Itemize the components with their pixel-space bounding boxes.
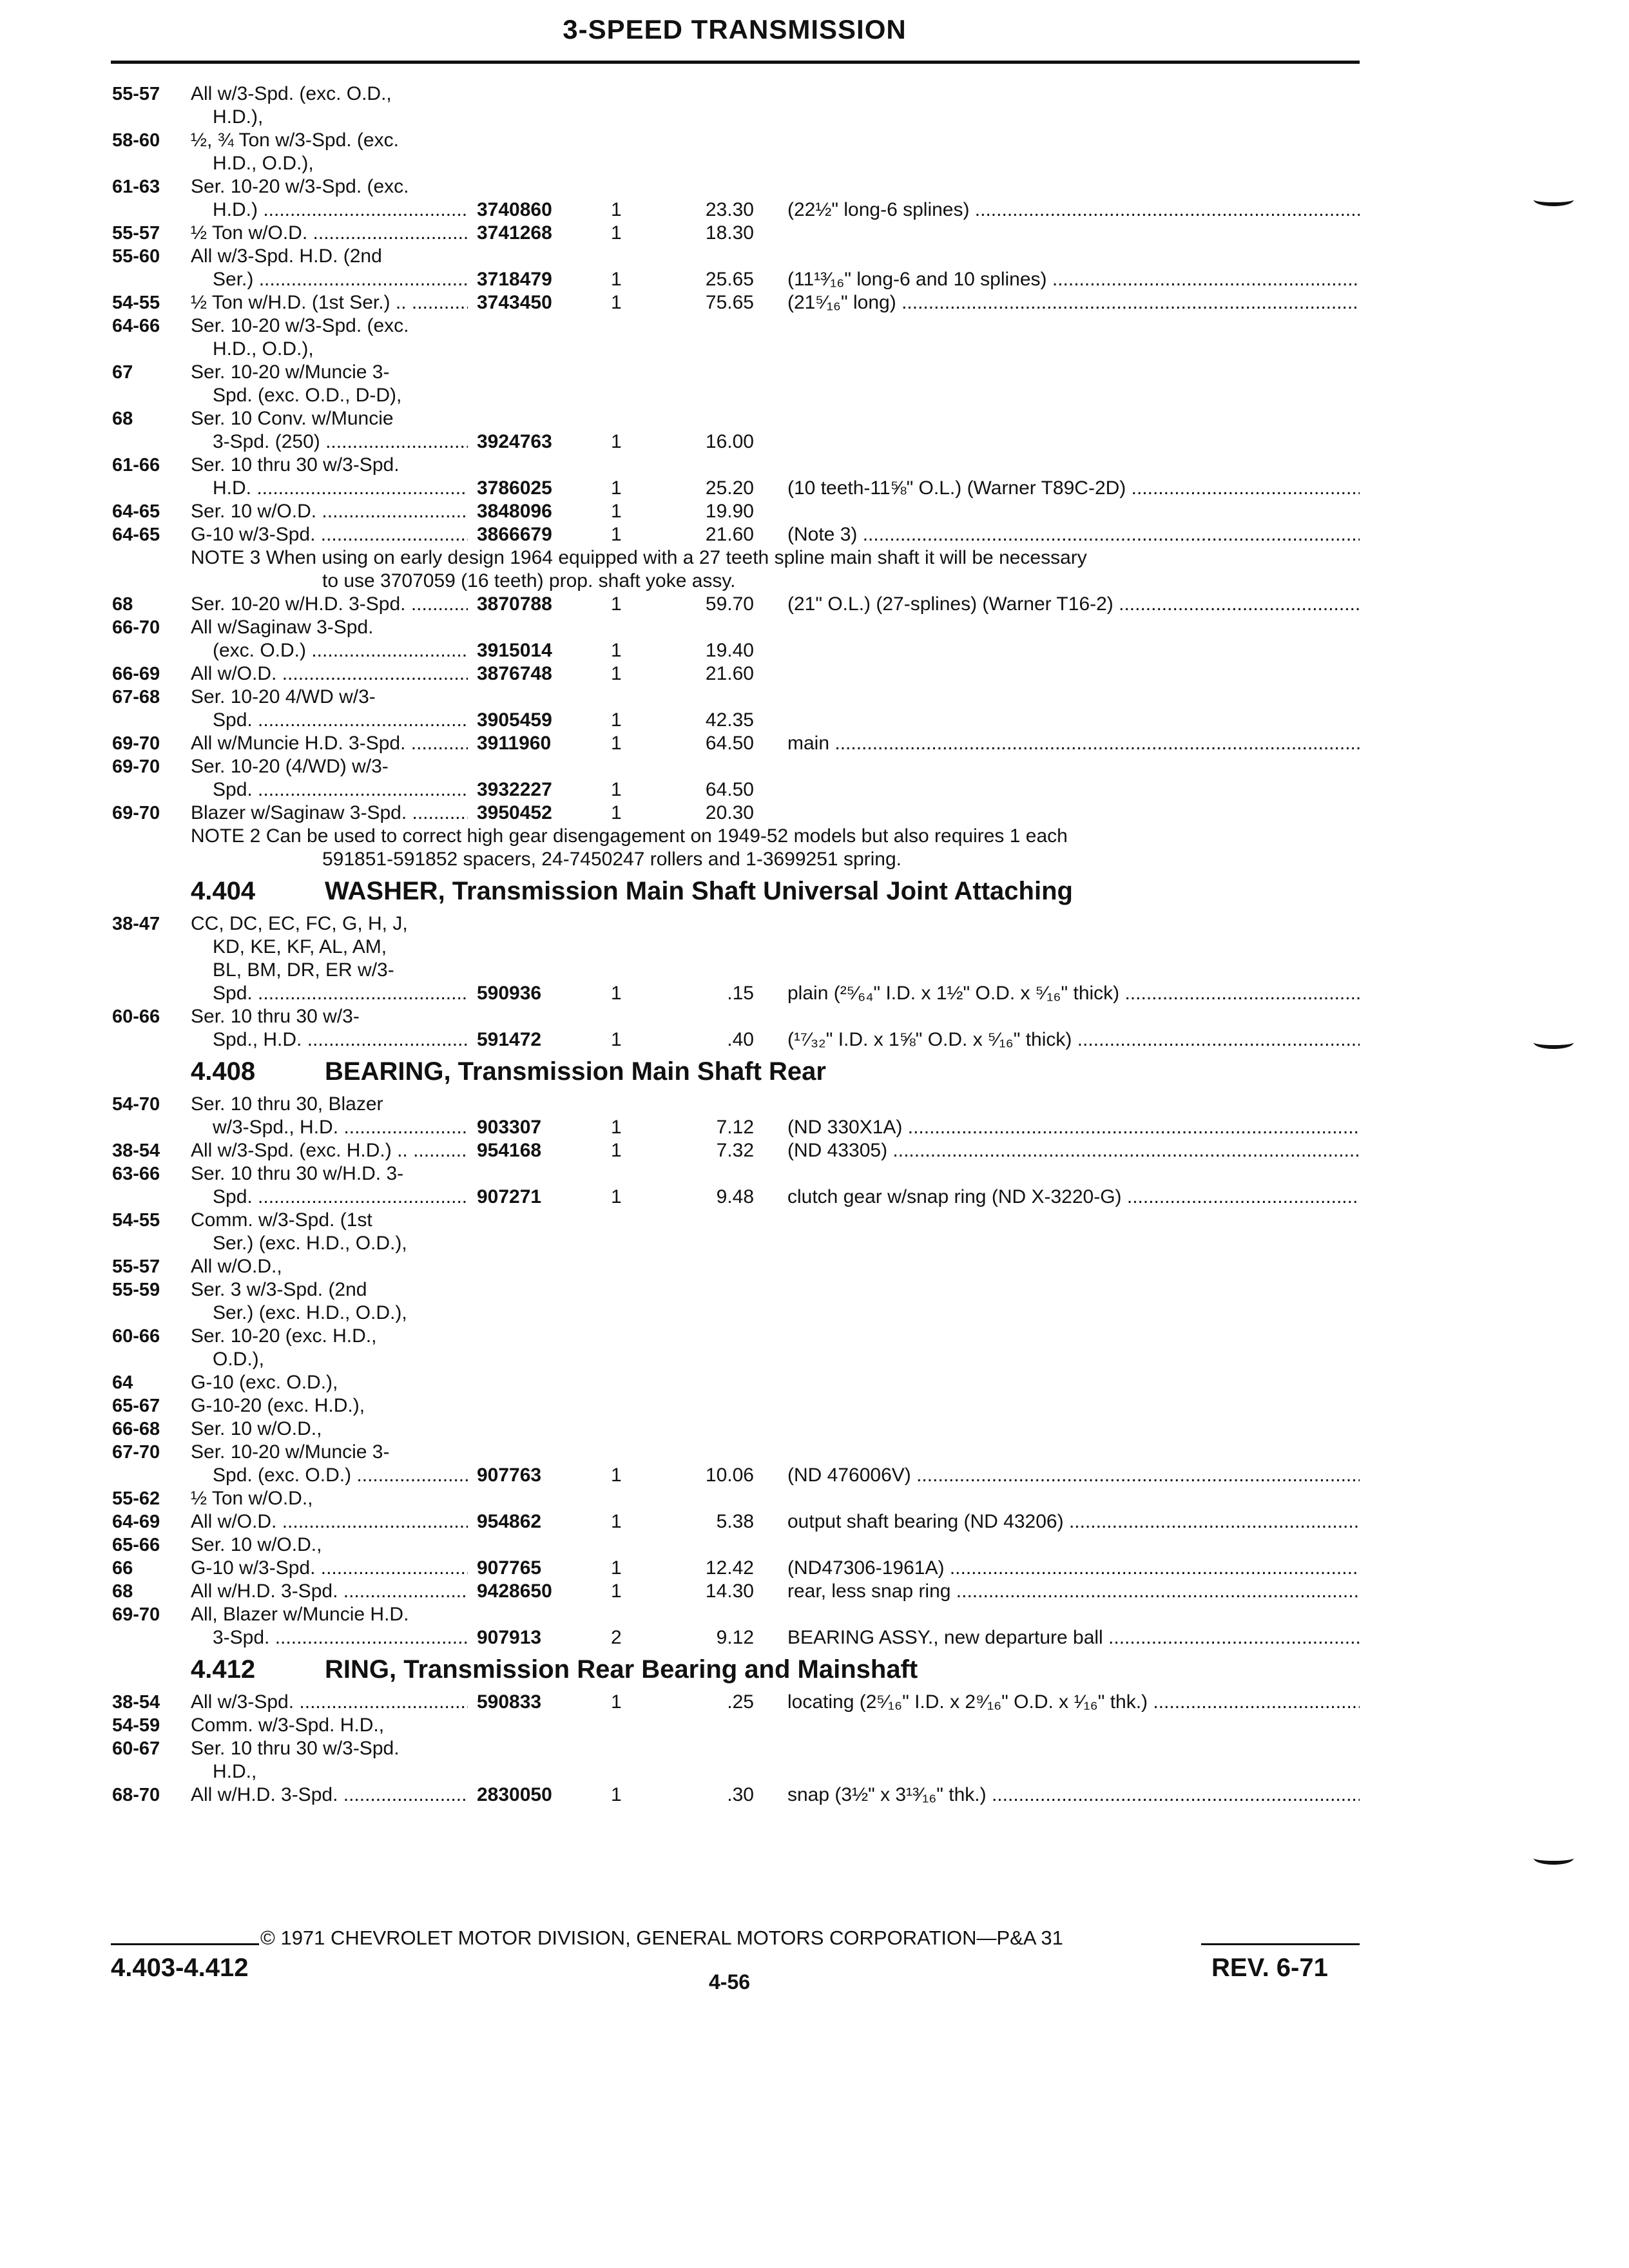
application: Ser. 10-20 w/Muncie 3-	[191, 361, 390, 383]
quantity: 1	[611, 292, 622, 313]
footer-copyright: © 1971 CHEVROLET MOTOR DIVISION, GENERAL MOTORS CORPORATION—P&A 31	[260, 1927, 1063, 1949]
application: Ser. 10-20 4/WD w/3-	[191, 686, 376, 707]
quantity: 1	[611, 524, 622, 545]
quantity: 1	[611, 501, 622, 522]
quantity: 1	[611, 1581, 622, 1602]
model-years: 55-59	[112, 1280, 160, 1300]
parts-row	[0, 686, 1629, 709]
application: O.D.),	[213, 1349, 264, 1370]
application: All w/O.D.,	[191, 1256, 282, 1277]
parts-row	[0, 593, 1629, 616]
list-price: 25.65	[705, 269, 754, 290]
application: G-10-20 (exc. H.D.),	[191, 1395, 365, 1416]
part-number: 907765	[477, 1557, 542, 1579]
section-number: 4.404	[191, 877, 256, 905]
part-number: 907763	[477, 1465, 542, 1486]
application: All w/Saginaw 3-Spd.	[191, 617, 374, 638]
list-price: 14.30	[705, 1581, 754, 1602]
parts-row	[0, 936, 1629, 959]
remarks: rear, less snap ring .....	[787, 1580, 1360, 1603]
list-price: 5.38	[716, 1511, 754, 1532]
parts-row	[0, 755, 1629, 778]
model-years: 69-70	[112, 803, 160, 823]
list-price: .40	[727, 1029, 754, 1050]
part-number: 3740860	[477, 199, 552, 220]
model-years: 64-65	[112, 524, 160, 545]
parts-row	[0, 361, 1629, 384]
section-title: BEARING, Transmission Main Shaft Rear	[325, 1057, 826, 1086]
model-years: 65-67	[112, 1396, 160, 1416]
application: Ser. 10 thru 30 w/3-Spd.	[191, 454, 400, 476]
application: Comm. w/3-Spd. (1st	[191, 1209, 372, 1231]
model-years: 60-66	[112, 1326, 160, 1347]
remarks: (21" O.L.) (27-splines) (Warner T16-2) .....	[787, 593, 1360, 616]
parts-row	[0, 1116, 1629, 1139]
parts-row	[0, 1162, 1629, 1186]
model-years: 67	[112, 362, 133, 383]
model-years: 63-66	[112, 1164, 160, 1184]
list-price: 9.48	[716, 1186, 754, 1207]
application: CC, DC, EC, FC, G, H, J,	[191, 913, 408, 934]
application: Ser. 10-20 (exc. H.D.,	[191, 1325, 377, 1347]
quantity: 1	[611, 1511, 622, 1532]
parts-row	[0, 407, 1629, 430]
application: G-10 (exc. O.D.),	[191, 1372, 338, 1393]
parts-row	[0, 523, 1629, 546]
remarks: BEARING ASSY., new departure ball .....	[787, 1626, 1360, 1649]
parts-row	[0, 616, 1629, 639]
application: H.D., O.D.),	[213, 153, 314, 174]
list-price: 42.35	[705, 709, 754, 731]
quantity: 1	[611, 269, 622, 290]
application: Ser. 10 w/O.D. .....	[191, 500, 468, 523]
application: All w/3-Spd. (exc. H.D.) .. .....	[191, 1139, 468, 1162]
application: All w/O.D. .....	[191, 1510, 468, 1533]
application: Spd. .....	[213, 709, 468, 732]
quantity: 1	[611, 199, 622, 220]
remarks: plain (²⁵⁄₆₄" I.D. x 1½" O.D. x ⁵⁄₁₆" thick) .....	[787, 982, 1360, 1005]
quantity: 1	[611, 1029, 622, 1050]
model-years: 66	[112, 1558, 133, 1579]
application: H.D., O.D.),	[213, 338, 314, 360]
margin-tick-mark	[1534, 1852, 1574, 1865]
parts-row	[0, 1186, 1629, 1209]
parts-row	[0, 338, 1629, 361]
parts-row	[0, 1714, 1629, 1737]
application: Ser. 10-20 w/Muncie 3-	[191, 1441, 390, 1463]
model-years: 69-70	[112, 756, 160, 777]
part-number: 3924763	[477, 431, 552, 452]
application: Ser.) (exc. H.D., O.D.),	[213, 1233, 407, 1254]
quantity: 1	[611, 640, 622, 661]
parts-row	[0, 1557, 1629, 1580]
quantity: 1	[611, 1557, 622, 1579]
note-line	[0, 825, 1629, 848]
parts-row	[0, 1232, 1629, 1255]
remarks: snap (3½" x 3¹³⁄₁₆" thk.) .....	[787, 1783, 1360, 1807]
list-price: 19.90	[705, 501, 754, 522]
application: G-10 w/3-Spd. .....	[191, 523, 468, 546]
model-years: 38-54	[112, 1140, 160, 1161]
parts-row	[0, 477, 1629, 500]
parts-row	[0, 222, 1629, 245]
part-number: 591472	[477, 1029, 542, 1050]
parts-row	[0, 1418, 1629, 1441]
application: Spd. .....	[213, 982, 468, 1005]
application: Comm. w/3-Spd. H.D.,	[191, 1715, 385, 1736]
model-years: 38-47	[112, 914, 160, 934]
section-title: RING, Transmission Rear Bearing and Mainshaft	[325, 1655, 918, 1684]
quantity: 1	[611, 593, 622, 615]
application: Spd., H.D. .....	[213, 1028, 468, 1052]
model-years: 54-55	[112, 293, 160, 313]
list-price: .25	[727, 1691, 754, 1713]
footer-revision: REV. 6-71	[1211, 1954, 1328, 1982]
part-number: 3876748	[477, 663, 552, 684]
model-years: 64-65	[112, 501, 160, 522]
parts-row	[0, 1760, 1629, 1783]
remarks: clutch gear w/snap ring (ND X-3220-G) .....	[787, 1186, 1360, 1209]
model-years: 65-66	[112, 1535, 160, 1555]
parts-row	[0, 384, 1629, 407]
parts-row	[0, 106, 1629, 129]
remarks: main .....	[787, 732, 1360, 755]
part-number: 2830050	[477, 1784, 552, 1805]
quantity: 1	[611, 1691, 622, 1713]
footer-section-range: 4.403-4.412	[111, 1954, 249, 1982]
model-years: 66-70	[112, 617, 160, 638]
parts-row	[0, 314, 1629, 338]
model-years: 68	[112, 1581, 133, 1602]
application: Ser. 10-20 w/H.D. 3-Spd. .....	[191, 593, 468, 616]
remarks: (10 teeth-11⅝" O.L.) (Warner T89C-2D) .....	[787, 477, 1360, 500]
parts-row	[0, 709, 1629, 732]
quantity: 1	[611, 733, 622, 754]
model-years: 60-66	[112, 1006, 160, 1027]
note-text: to use 3707059 (16 teeth) prop. shaft yoke assy.	[322, 570, 736, 591]
list-price: .30	[727, 1784, 754, 1805]
application: Ser. 10 thru 30, Blazer	[191, 1093, 383, 1115]
model-years: 68	[112, 594, 133, 615]
application: H.D. .....	[213, 477, 468, 500]
parts-row	[0, 1278, 1629, 1302]
note-text: 591851-591852 spacers, 24-7450247 rollers and 1-3699251 spring.	[322, 849, 901, 870]
parts-row	[0, 1302, 1629, 1325]
application: Ser. 10 w/O.D.,	[191, 1534, 322, 1555]
application: All w/H.D. 3-Spd. .....	[191, 1580, 468, 1603]
model-years: 60-67	[112, 1738, 160, 1759]
section-heading	[191, 1055, 826, 1088]
model-years: 54-70	[112, 1094, 160, 1115]
model-years: 66-69	[112, 664, 160, 684]
parts-row	[0, 1464, 1629, 1487]
model-years: 55-62	[112, 1488, 160, 1509]
parts-row	[0, 1139, 1629, 1162]
list-price: 59.70	[705, 593, 754, 615]
note-line	[0, 570, 1629, 593]
parts-row	[0, 1255, 1629, 1278]
application: Ser. 10 w/O.D.,	[191, 1418, 322, 1439]
parts-row	[0, 1348, 1629, 1371]
model-years: 55-57	[112, 84, 160, 104]
quantity: 1	[611, 431, 622, 452]
quantity: 1	[611, 983, 622, 1004]
parts-row	[0, 1441, 1629, 1464]
parts-row	[0, 1394, 1629, 1418]
parts-row	[0, 778, 1629, 802]
model-years: 66-68	[112, 1419, 160, 1439]
model-years: 64-69	[112, 1512, 160, 1532]
parts-row	[0, 82, 1629, 106]
quantity: 2	[611, 1627, 622, 1648]
part-number: 3718479	[477, 269, 552, 290]
section-heading	[191, 875, 1073, 907]
parts-row	[0, 1093, 1629, 1116]
application: All w/3-Spd. H.D. (2nd	[191, 245, 382, 267]
model-years: 69-70	[112, 1604, 160, 1625]
parts-row	[0, 152, 1629, 175]
part-number: 590936	[477, 983, 542, 1004]
quantity: 1	[611, 779, 622, 800]
margin-tick-mark	[1534, 1036, 1574, 1049]
parts-row	[0, 1028, 1629, 1052]
quantity: 1	[611, 477, 622, 499]
page-title: 3-SPEED TRANSMISSION	[563, 14, 907, 44]
model-years: 61-63	[112, 177, 160, 197]
part-number: 3786025	[477, 477, 552, 499]
note-line	[0, 546, 1629, 570]
parts-row	[0, 982, 1629, 1005]
quantity: 1	[611, 222, 622, 244]
parts-row	[0, 175, 1629, 198]
application: Ser. 10 thru 30 w/3-	[191, 1006, 360, 1027]
part-number: 3950452	[477, 802, 552, 823]
application: Ser. 10 Conv. w/Muncie	[191, 408, 394, 429]
application: All w/3-Spd. (exc. O.D.,	[191, 83, 392, 104]
application: All w/3-Spd. .....	[191, 1691, 468, 1714]
list-price: 64.50	[705, 779, 754, 800]
application: 3-Spd. (250) .....	[213, 430, 468, 454]
application: H.D.) .....	[213, 198, 468, 222]
parts-row	[0, 1603, 1629, 1626]
model-years: 54-55	[112, 1210, 160, 1231]
parts-row	[0, 1209, 1629, 1232]
model-years: 68-70	[112, 1785, 160, 1805]
quantity: 1	[611, 1117, 622, 1138]
list-price: 12.42	[705, 1557, 754, 1579]
list-price: 21.60	[705, 524, 754, 545]
parts-row	[0, 1487, 1629, 1510]
parts-row	[0, 662, 1629, 686]
part-number: 907271	[477, 1186, 542, 1207]
parts-row	[0, 1510, 1629, 1533]
quantity: 1	[611, 1784, 622, 1805]
application: ½, ¾ Ton w/3-Spd. (exc.	[191, 130, 399, 151]
part-number: 9428650	[477, 1581, 552, 1602]
remarks: locating (2⁵⁄₁₆" I.D. x 2⁹⁄₁₆" O.D. x ¹⁄₁₆" thk.) .....	[787, 1691, 1360, 1714]
part-number: 3848096	[477, 501, 552, 522]
part-number: 3870788	[477, 593, 552, 615]
model-years: 68	[112, 408, 133, 429]
parts-row	[0, 732, 1629, 755]
list-price: 64.50	[705, 733, 754, 754]
list-price: 21.60	[705, 663, 754, 684]
model-years: 58-60	[112, 130, 160, 151]
model-years: 69-70	[112, 733, 160, 754]
application: Ser. 10 thru 30 w/3-Spd.	[191, 1738, 400, 1759]
parts-row	[0, 1580, 1629, 1603]
parts-row	[0, 1325, 1629, 1348]
remarks: output shaft bearing (ND 43206) .....	[787, 1510, 1360, 1533]
part-number: 590833	[477, 1691, 542, 1713]
application: All w/H.D. 3-Spd. .....	[191, 1783, 468, 1807]
model-years: 54-59	[112, 1715, 160, 1736]
list-price: 23.30	[705, 199, 754, 220]
part-number: 3866679	[477, 524, 552, 545]
quantity: 1	[611, 663, 622, 684]
list-price: 75.65	[705, 292, 754, 313]
list-price: .15	[727, 983, 754, 1004]
parts-row	[0, 912, 1629, 936]
application: Spd. .....	[213, 778, 468, 802]
section-heading	[191, 1653, 918, 1686]
parts-row	[0, 639, 1629, 662]
parts-row	[0, 959, 1629, 982]
part-number: 3743450	[477, 292, 552, 313]
application: H.D.),	[213, 106, 264, 128]
application: H.D.,	[213, 1761, 257, 1782]
remarks: (22½" long-6 splines) .....	[787, 198, 1360, 222]
model-years: 64-66	[112, 316, 160, 336]
part-number: 954862	[477, 1511, 542, 1532]
quantity: 1	[611, 1465, 622, 1486]
part-number: 3741268	[477, 222, 552, 244]
list-price: 9.12	[716, 1627, 754, 1648]
model-years: 55-57	[112, 1256, 160, 1277]
application: Ser. 10-20 (4/WD) w/3-	[191, 756, 389, 777]
footer-page-number: 4-56	[709, 1970, 751, 1994]
model-years: 61-66	[112, 455, 160, 476]
application: Ser.) .....	[213, 268, 468, 291]
application: Spd. .....	[213, 1186, 468, 1209]
parts-row	[0, 500, 1629, 523]
parts-row	[0, 268, 1629, 291]
part-number: 903307	[477, 1117, 542, 1138]
note-text: NOTE 3 When using on early design 1964 equipped with a 27 teeth spline main shaft it will be necessary	[191, 547, 1087, 568]
part-number: 907913	[477, 1627, 542, 1648]
remarks: (21⁵⁄₁₆" long) .....	[787, 291, 1360, 314]
application: Ser. 10-20 w/3-Spd. (exc.	[191, 176, 409, 197]
model-years: 38-54	[112, 1692, 160, 1713]
part-number: 3905459	[477, 709, 552, 731]
application: Blazer w/Saginaw 3-Spd. .....	[191, 802, 468, 825]
application: ½ Ton w/H.D. (1st Ser.) .. .....	[191, 291, 468, 314]
application: All w/Muncie H.D. 3-Spd. .....	[191, 732, 468, 755]
parts-row	[0, 245, 1629, 268]
list-price: 20.30	[705, 802, 754, 823]
list-price: 16.00	[705, 431, 754, 452]
application: Ser. 10 thru 30 w/H.D. 3-	[191, 1163, 404, 1184]
remarks: (ND 330X1A) .....	[787, 1116, 1360, 1139]
remarks: (¹⁷⁄₃₂" I.D. x 1⅝" O.D. x ⁵⁄₁₆" thick) .....	[787, 1028, 1360, 1052]
model-years: 55-57	[112, 223, 160, 244]
model-years: 67-68	[112, 687, 160, 707]
quantity: 1	[611, 802, 622, 823]
quantity: 1	[611, 1186, 622, 1207]
section-number: 4.412	[191, 1655, 256, 1684]
part-number: 954168	[477, 1140, 542, 1161]
application: BL, BM, DR, ER w/3-	[213, 959, 394, 981]
application: ½ Ton w/O.D. .....	[191, 222, 468, 245]
application: Ser. 3 w/3-Spd. (2nd	[191, 1279, 367, 1300]
parts-row	[0, 198, 1629, 222]
note-line	[0, 848, 1629, 871]
application: Spd. (exc. O.D., D-D),	[213, 385, 402, 406]
application: w/3-Spd., H.D. .....	[213, 1116, 468, 1139]
remarks: (ND 476006V) .....	[787, 1464, 1360, 1487]
application: ½ Ton w/O.D.,	[191, 1488, 313, 1509]
application: Spd. (exc. O.D.) .....	[213, 1464, 468, 1487]
model-years: 64	[112, 1372, 133, 1393]
application: 3-Spd. .....	[213, 1626, 468, 1649]
application: KD, KE, KF, AL, AM,	[213, 936, 387, 957]
remarks: (11¹³⁄₁₆" long-6 and 10 splines) .....	[787, 268, 1360, 291]
list-price: 10.06	[705, 1465, 754, 1486]
list-price: 7.32	[716, 1140, 754, 1161]
application: All, Blazer w/Muncie H.D.	[191, 1604, 409, 1625]
application: Ser. 10-20 w/3-Spd. (exc.	[191, 315, 409, 336]
note-text: NOTE 2 Can be used to correct high gear disengagement on 1949-52 models but also requires 1 each	[191, 825, 1068, 847]
parts-row	[0, 291, 1629, 314]
parts-row	[0, 802, 1629, 825]
parts-row	[0, 129, 1629, 152]
quantity: 1	[611, 1140, 622, 1161]
quantity: 1	[611, 709, 622, 731]
parts-row	[0, 1783, 1629, 1807]
remarks: (ND47306-1961A) .....	[787, 1557, 1360, 1580]
section-title: WASHER, Transmission Main Shaft Universal Joint Attaching	[325, 877, 1073, 905]
application: Ser.) (exc. H.D., O.D.),	[213, 1302, 407, 1323]
list-price: 19.40	[705, 640, 754, 661]
remarks: (ND 43305) .....	[787, 1139, 1360, 1162]
application: G-10 w/3-Spd. .....	[191, 1557, 468, 1580]
model-years: 67-70	[112, 1442, 160, 1463]
parts-row	[0, 1371, 1629, 1394]
parts-row	[0, 454, 1629, 477]
parts-row	[0, 1691, 1629, 1714]
remarks: (Note 3) .....	[787, 523, 1360, 546]
section-number: 4.408	[191, 1057, 256, 1086]
application: All w/O.D. .....	[191, 662, 468, 686]
part-number: 3915014	[477, 640, 552, 661]
footer-rule	[1201, 1943, 1360, 1945]
part-number: 3911960	[477, 733, 552, 754]
parts-row	[0, 1005, 1629, 1028]
parts-row	[0, 430, 1629, 454]
parts-row	[0, 1737, 1629, 1760]
list-price: 25.20	[705, 477, 754, 499]
model-years: 55-60	[112, 246, 160, 267]
part-number: 3932227	[477, 779, 552, 800]
parts-row	[0, 1533, 1629, 1557]
parts-row	[0, 1626, 1629, 1649]
application: (exc. O.D.) .....	[213, 639, 468, 662]
margin-tick-mark	[1534, 193, 1574, 206]
footer-rule	[111, 1943, 259, 1945]
list-price: 18.30	[705, 222, 754, 244]
list-price: 7.12	[716, 1117, 754, 1138]
